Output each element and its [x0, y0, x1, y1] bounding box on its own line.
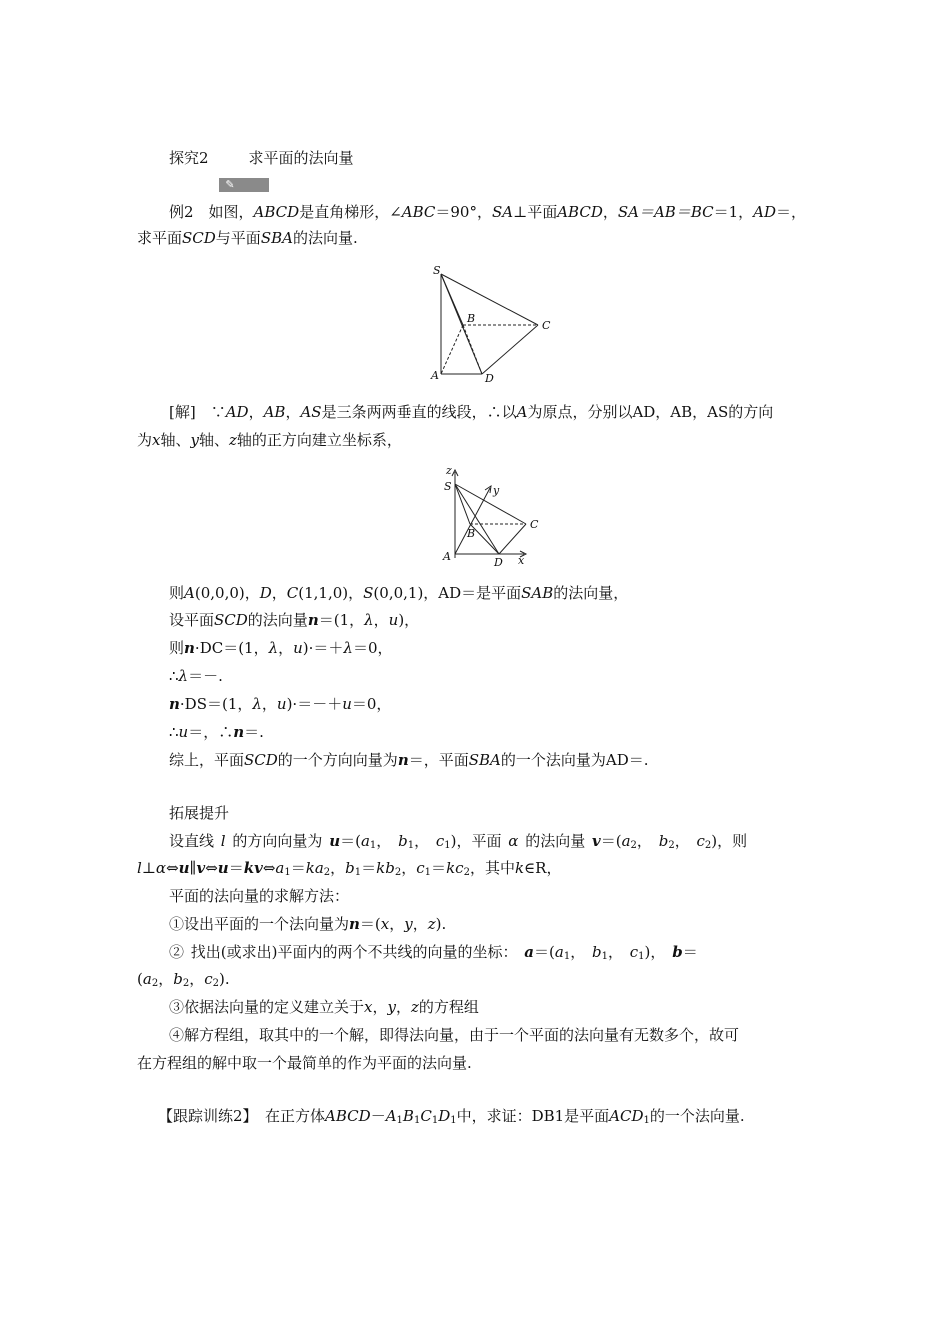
- fig2-label-A: A: [443, 550, 451, 563]
- solution-step-4: ∴λ＝－.: [169, 667, 223, 685]
- method-step-2: ② 找出(或求出)平面内的两个不共线的向量的坐标： $a=(a_1$， $b_1$， $c_1$)， b＝: [169, 943, 698, 962]
- fig2-label-S: S: [444, 480, 452, 493]
- example-line-1: 例2 如图，ABCD是直角梯形，∠ABC＝90°，SA⊥平面ABCD，SA＝AB＝BC＝1，AD＝，: [169, 203, 807, 221]
- method-step-4-cont: 在方程组的解中取一个最简单的作为平面的法向量.: [137, 1054, 472, 1072]
- paperclip-icon: ✎: [225, 178, 235, 191]
- fig1-label-D: D: [485, 372, 494, 385]
- solution-step-5: n·DS＝(1，λ，u)·＝－＋u＝0，: [169, 695, 392, 713]
- method-step-2-cont: ($a_2$，$b_2$，$c_2$).: [137, 970, 230, 989]
- solution-line-2: 为x轴、y轴、z轴的正方向建立坐标系，: [137, 431, 402, 449]
- extension-heading: 拓展提升: [169, 804, 230, 822]
- extension-line-2: $l\perp\alpha\Leftrightarrow u\parallel v\Leftrightarrow u=kv\Leftrightarrow a_1=ka_2$，$b_1=kb_2$，$c_1=kc_2$，其中k∈R，: [137, 859, 562, 878]
- extension-line-1: 设直线 l 的方向向量为 $u=(a_1$， $b_1$， $c_1$)，平面 α 的法向量 $v=(a_2$， $b_2$， $c_2$)，则: [169, 832, 748, 851]
- fig2-label-z: z: [446, 464, 452, 477]
- solution-step-6: ∴u＝，∴n＝.: [169, 723, 264, 741]
- solution-step-2: 设平面SCD的法向量n＝(1，λ，u)，: [169, 611, 420, 629]
- method-heading: 平面的法向量的求解方法：: [169, 887, 350, 905]
- fig2-label-B: B: [467, 527, 476, 540]
- fig1-label-C: C: [542, 319, 551, 332]
- coordinate-figure: [436, 462, 546, 570]
- solution-line-1: [解] ∵AD，AB，AS是三条两两垂直的线段，∴以A为原点，分别以AD，AB，AS的方向: [169, 403, 774, 421]
- section-title: 求平面的法向量: [248, 149, 354, 167]
- fig1-label-A: A: [431, 369, 439, 382]
- fig2-label-y: y: [493, 484, 500, 497]
- fig1-label-B: B: [467, 312, 476, 325]
- solution-step-1: 则A(0,0,0)，D，C(1,1,0)，S(0,0,1)，AD＝是平面SAB的法向量，: [169, 584, 629, 602]
- section-number: 探究2: [169, 149, 209, 167]
- solution-conclusion: 综上，平面SCD的一个方向向量为n＝，平面SBA的一个法向量为AD＝.: [169, 751, 649, 769]
- fig2-label-D: D: [494, 556, 503, 569]
- fig1-label-S: S: [433, 264, 441, 277]
- method-step-1: ①设出平面的一个法向量为n＝(x，y，z).: [169, 915, 447, 933]
- method-step-4: ④解方程组，取其中的一个解，即得法向量，由于一个平面的法向量有无数多个，故可: [169, 1026, 740, 1044]
- training-exercise: 【跟踪训练2】 在正方体$ABCD-A_1B_1C_1D_1$中，求证：DB1是平面$ACD_1$的一个法向量.: [158, 1107, 745, 1126]
- pyramid-figure: [425, 262, 565, 386]
- method-step-3: ③依据法向量的定义建立关于x，y，z的方程组: [169, 998, 479, 1016]
- solution-step-3: 则n·DC＝(1，λ，u)·＝＋λ＝0，: [169, 639, 393, 657]
- fig2-label-C: C: [530, 518, 539, 531]
- fig2-label-x: x: [518, 554, 525, 567]
- section-heading: [169, 148, 354, 168]
- example-line-2: 求平面SCD与平面SBA的法向量.: [137, 229, 358, 247]
